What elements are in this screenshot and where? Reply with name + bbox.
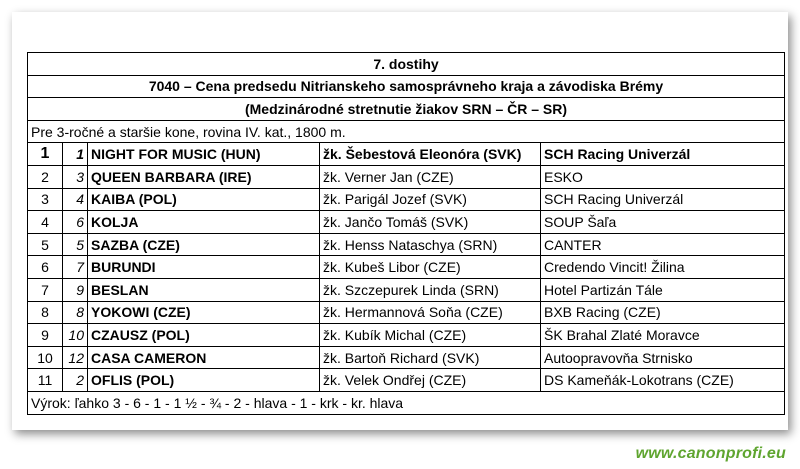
owner: SCH Racing Univerzál: [541, 143, 785, 166]
horse-name: NIGHT FOR MUSIC (HUN): [88, 143, 320, 166]
conditions-row: [28, 120, 785, 143]
result-row: [28, 346, 785, 369]
horse-name: CASA CAMERON: [88, 346, 320, 369]
verdict-row: [28, 391, 785, 414]
result-row: [28, 211, 785, 234]
owner: Autoopravovňa Strnisko: [541, 346, 785, 369]
jockey: žk. Šebestová Eleonóra (SVK): [320, 143, 541, 166]
owner: ŠK Brahal Zlaté Moravce: [541, 324, 785, 347]
race-results-table: [27, 52, 785, 415]
owner: BXB Racing (CZE): [541, 301, 785, 324]
result-row: [28, 324, 785, 347]
owner: DS Kameňák-Lokotrans (CZE): [541, 369, 785, 392]
start-number: 3: [63, 165, 88, 188]
horse-name: SAZBA (CZE): [88, 233, 320, 256]
jockey: žk. Jančo Tomáš (SVK): [320, 211, 541, 234]
horse-name: OFLIS (POL): [88, 369, 320, 392]
place: 8: [28, 301, 63, 324]
start-number: 9: [63, 278, 88, 301]
race-subtitle: (Medzinárodné stretnutie žiakov SRN – ČR – SR): [28, 98, 785, 121]
jockey: žk. Parigál Jozef (SVK): [320, 188, 541, 211]
place: 3: [28, 188, 63, 211]
result-row: [28, 256, 785, 279]
start-number: 2: [63, 369, 88, 392]
jockey: žk. Velek Ondřej (CZE): [320, 369, 541, 392]
result-row: [28, 369, 785, 392]
site-watermark: www.canonprofi.eu: [635, 445, 786, 462]
owner: ESKO: [541, 165, 785, 188]
owner: CANTER: [541, 233, 785, 256]
jockey: žk. Bartoň Richard (SVK): [320, 346, 541, 369]
place: 7: [28, 278, 63, 301]
results-sheet: [12, 12, 788, 430]
place: 11: [28, 369, 63, 392]
jockey: žk. Henss Nataschya (SRN): [320, 233, 541, 256]
horse-name: BESLAN: [88, 278, 320, 301]
start-number: 8: [63, 301, 88, 324]
race-conditions: Pre 3-ročné a staršie kone, rovina IV. kat., 1800 m.: [28, 120, 785, 143]
place: 5: [28, 233, 63, 256]
start-number: 5: [63, 233, 88, 256]
horse-name: BURUNDI: [88, 256, 320, 279]
owner: Credendo Vincit! Žilina: [541, 256, 785, 279]
horse-name: CZAUSZ (POL): [88, 324, 320, 347]
place: 4: [28, 211, 63, 234]
place: 6: [28, 256, 63, 279]
start-number: 10: [63, 324, 88, 347]
jockey: žk. Szczepurek Linda (SRN): [320, 278, 541, 301]
owner: Hotel Partizán Tále: [541, 278, 785, 301]
place: 9: [28, 324, 63, 347]
jockey: žk. Kubík Michal (CZE): [320, 324, 541, 347]
race-name: 7040 – Cena predsedu Nitrianskeho samosprávneho kraja a závodiska Brémy: [28, 75, 785, 98]
race-verdict: Výrok: ľahko 3 - 6 - 1 - 1 ½ - ¾ - 2 - hlava - 1 - krk - kr. hlava: [28, 391, 785, 414]
start-number: 1: [63, 143, 88, 166]
owner: SCH Racing Univerzál: [541, 188, 785, 211]
place: 10: [28, 346, 63, 369]
result-row: [28, 143, 785, 166]
horse-name: KOLJA: [88, 211, 320, 234]
owner: SOUP Šaľa: [541, 211, 785, 234]
jockey: žk. Verner Jan (CZE): [320, 165, 541, 188]
horse-name: KAIBA (POL): [88, 188, 320, 211]
race-number-title: 7. dostihy: [28, 53, 785, 76]
result-row: [28, 188, 785, 211]
result-row: [28, 233, 785, 256]
place: 2: [28, 165, 63, 188]
race-subtitle-row: [28, 98, 785, 121]
jockey: žk. Kubeš Libor (CZE): [320, 256, 541, 279]
race-name-row: [28, 75, 785, 98]
start-number: 6: [63, 211, 88, 234]
start-number: 7: [63, 256, 88, 279]
result-row: [28, 278, 785, 301]
result-row: [28, 165, 785, 188]
start-number: 4: [63, 188, 88, 211]
title-row: [28, 53, 785, 76]
horse-name: YOKOWI (CZE): [88, 301, 320, 324]
result-row: [28, 301, 785, 324]
jockey: žk. Hermannová Soňa (CZE): [320, 301, 541, 324]
horse-name: QUEEN BARBARA (IRE): [88, 165, 320, 188]
start-number: 12: [63, 346, 88, 369]
place: 1: [28, 143, 63, 166]
